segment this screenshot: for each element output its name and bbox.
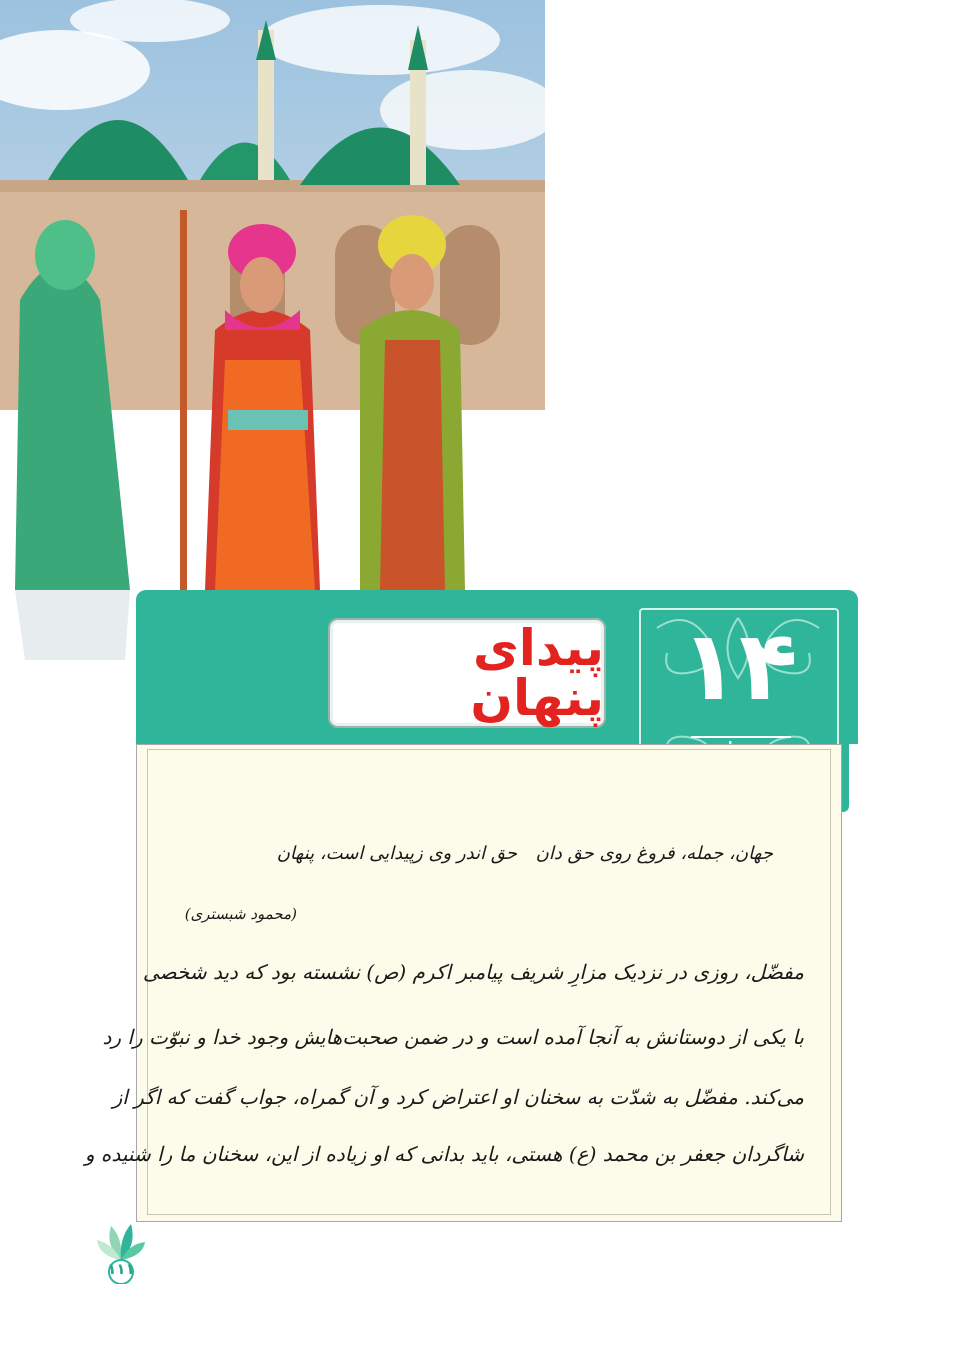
lesson-number: ۱۴	[680, 610, 798, 722]
body-line: شاگردان جعفر بن محمد (ع) هستی، باید بدانی که او زیاده از این، سخنان ما را شنیده و	[84, 1142, 804, 1166]
page-number-badge	[95, 1216, 147, 1284]
lesson-title-box	[328, 618, 606, 728]
poet-name: (محمود شبستری)	[184, 905, 297, 923]
lesson-title: پیدای پنهان	[470, 619, 604, 727]
body-line: با یکی از دوستانش به آنجا آمده است و در ضمن صحبت‌هایش وجود خدا و نبوّت را رد	[102, 1025, 804, 1049]
body-line: می‌کند. مفضّل به شدّت به سخنان او اعتراض کرد و آن گمراه، جواب گفت که اگر از	[112, 1085, 804, 1109]
page-number: ۱۱۱	[107, 1260, 135, 1278]
poem-hemistich-2: حق اندر وی زپیدایی است، پنهان	[276, 843, 517, 864]
body-line: مفضّل، روزی در نزدیک مزارِ شریف پیامبر اکرم (ص) نشسته بود که دید شخصی	[142, 960, 804, 984]
poem-hemistich-1: جهان، جمله، فروغ روی حق دان	[535, 843, 773, 864]
